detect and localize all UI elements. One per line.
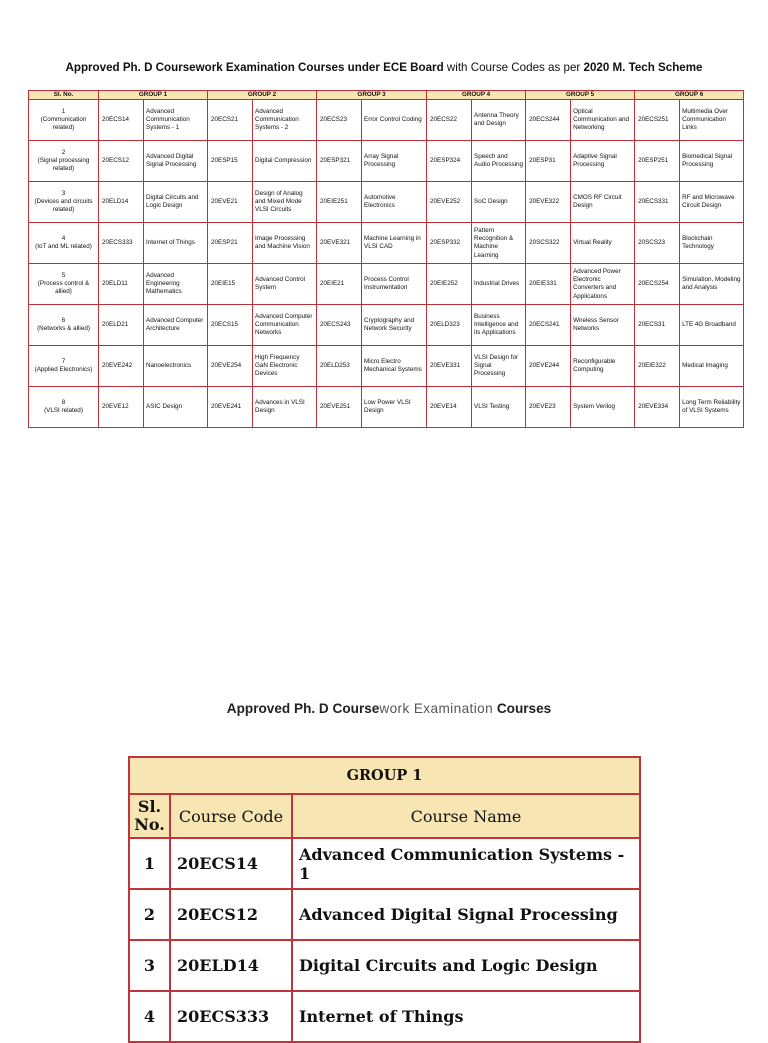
course-name-cell: System Verilog — [571, 387, 635, 428]
course-name-cell: Advanced Power Electronic Converters and Applications — [571, 264, 635, 305]
sl-no-cell: 3 (Devices and circuits related) — [29, 182, 99, 223]
sl-no-cell: 7 (Applied Electronics) — [29, 346, 99, 387]
course-name-cell: Biomedical Signal Processing — [680, 141, 744, 182]
course-name-cell: Multimedia Over Communication Links — [680, 100, 744, 141]
courses-table-header — [29, 91, 744, 100]
course-name-cell: Reconfigurable Computing — [571, 346, 635, 387]
course-code-cell: 20ESP21 — [208, 223, 253, 264]
course-name-cell: Design of Analog and Mixed Mode VLSI Circuits — [253, 182, 317, 223]
course-code-cell: 20EVE321 — [317, 223, 362, 264]
course-name-cell: Wireless Sensor Networks — [571, 305, 635, 346]
course-name-cell: High Frequency GaN Electronic Devices — [253, 346, 317, 387]
course-code-cell: 20ECS243 — [317, 305, 362, 346]
page-title — [0, 61, 768, 74]
course-name-cell: Advanced Computer Communication Networks — [253, 305, 317, 346]
course-code-cell: 20EVE21 — [208, 182, 253, 223]
course-code-cell: 20EVE244 — [526, 346, 571, 387]
course-code-cell: 20ECS14 — [170, 838, 292, 889]
course-name-cell: Medical Imaging — [680, 346, 744, 387]
course-code-cell: 20EVE251 — [317, 387, 362, 428]
table-row — [29, 264, 744, 305]
course-name-cell: Industrial Drives — [472, 264, 526, 305]
course-code-cell: 20ELD14 — [99, 182, 144, 223]
course-name-cell: LTE 4G Broadband — [680, 305, 744, 346]
course-name-cell: Automotive Electronics — [362, 182, 427, 223]
group-1-header-row — [129, 794, 640, 838]
course-name-cell: Long Term Reliability of VLSI Systems — [680, 387, 744, 428]
table-row — [29, 346, 744, 387]
group-1-header-sl: Sl. No. — [129, 794, 170, 838]
table-row — [129, 889, 640, 940]
course-name-cell: Adaptive Signal Processing — [571, 141, 635, 182]
course-name-cell: Advances in VLSI Design — [253, 387, 317, 428]
table-row — [29, 141, 744, 182]
course-name-cell: Speech and Audio Processing — [472, 141, 526, 182]
course-code-cell: 20ESP324 — [427, 141, 472, 182]
course-name-cell: Nanoelectronics — [144, 346, 208, 387]
sl-no-cell: 2 (Signal processing related) — [29, 141, 99, 182]
course-name-cell: VLSI Design for Signal Processing — [472, 346, 526, 387]
course-name-cell: Process Control Instrumentation — [362, 264, 427, 305]
course-name-cell: Advanced Communication Systems - 1 — [292, 838, 640, 889]
group-1-table — [128, 756, 641, 1043]
course-code-cell: 20EVE254 — [208, 346, 253, 387]
table-row — [29, 182, 744, 223]
course-code-cell: 20ESP251 — [635, 141, 680, 182]
group-section-title — [0, 701, 768, 716]
course-name-cell: Advanced Communication Systems - 2 — [253, 100, 317, 141]
course-code-cell: 20EVE23 — [526, 387, 571, 428]
sl-no-cell: 4 — [129, 991, 170, 1042]
course-code-cell: 20EVE252 — [427, 182, 472, 223]
group-section-title-part3: Courses — [493, 701, 552, 716]
course-code-cell: 20EIE21 — [317, 264, 362, 305]
sl-no-cell: 2 — [129, 889, 170, 940]
course-code-cell: 20ELD11 — [99, 264, 144, 305]
course-name-cell: VLSI Testing — [472, 387, 526, 428]
course-name-cell: Micro Electro Mechanical Systems — [362, 346, 427, 387]
course-name-cell: Blockchain Technology — [680, 223, 744, 264]
course-code-cell: 20ECS23 — [317, 100, 362, 141]
course-name-cell: Machine Learning in VLSI CAD — [362, 223, 427, 264]
course-code-cell: 20SCS23 — [635, 223, 680, 264]
sl-no-cell: 4 (IoT and ML related) — [29, 223, 99, 264]
sl-no-cell: 3 — [129, 940, 170, 991]
course-name-cell: Internet of Things — [292, 991, 640, 1042]
course-name-cell: Business Intelligence and its Applications — [472, 305, 526, 346]
course-code-cell: 20ELD14 — [170, 940, 292, 991]
course-code-cell: 20EIE251 — [317, 182, 362, 223]
course-code-cell: 20EVE12 — [99, 387, 144, 428]
course-name-cell: Advanced Communication Systems - 1 — [144, 100, 208, 141]
sl-no-cell: 6 (Networks & allied) — [29, 305, 99, 346]
course-name-cell: Digital Circuits and Logic Design — [292, 940, 640, 991]
course-code-cell: 20ECS244 — [526, 100, 571, 141]
course-name-cell: Low Power VLSI Design — [362, 387, 427, 428]
course-name-cell: ASIC Design — [144, 387, 208, 428]
course-name-cell: Internet of Things — [144, 223, 208, 264]
course-code-cell: 20EVE322 — [526, 182, 571, 223]
table-row — [129, 940, 640, 991]
course-name-cell: Advanced Digital Signal Processing — [144, 141, 208, 182]
course-code-cell: 20ELD253 — [317, 346, 362, 387]
course-code-cell: 20ECS331 — [635, 182, 680, 223]
header-group-5: GROUP 5 — [526, 91, 635, 100]
table-row — [29, 387, 744, 428]
course-name-cell: Advanced Control System — [253, 264, 317, 305]
table-row — [29, 223, 744, 264]
course-code-cell: 20ESP15 — [208, 141, 253, 182]
course-code-cell: 20EIE331 — [526, 264, 571, 305]
course-code-cell: 20ECS254 — [635, 264, 680, 305]
course-name-cell: Digital Circuits and Logic Design — [144, 182, 208, 223]
header-group-6: GROUP 6 — [635, 91, 744, 100]
course-name-cell: CMOS RF Circuit Design — [571, 182, 635, 223]
course-name-cell: Digital Compression — [253, 141, 317, 182]
course-code-cell: 20ECS12 — [170, 889, 292, 940]
course-name-cell: Error Control Coding — [362, 100, 427, 141]
course-code-cell: 20ECS333 — [170, 991, 292, 1042]
sl-no-cell: 5 (Process control & allied) — [29, 264, 99, 305]
page-title-middle: with Course Codes as per — [443, 61, 584, 74]
course-code-cell: 20SCS322 — [526, 223, 571, 264]
course-code-cell: 20ECS21 — [208, 100, 253, 141]
course-code-cell: 20EVE241 — [208, 387, 253, 428]
course-name-cell: Image Processing and Machine Vision — [253, 223, 317, 264]
header-group-2: GROUP 2 — [208, 91, 317, 100]
course-code-cell: 20EIE15 — [208, 264, 253, 305]
course-name-cell: Cryptography and Network Security — [362, 305, 427, 346]
course-code-cell: 20ESP332 — [427, 223, 472, 264]
page-title-scheme: 2020 M. Tech Scheme — [583, 61, 703, 74]
header-sl-no: Sl. No. — [29, 91, 99, 100]
table-row — [129, 838, 640, 889]
course-code-cell: 20ELD21 — [99, 305, 144, 346]
sl-no-cell: 1 (Communication related) — [29, 100, 99, 141]
course-code-cell: 20ECS251 — [635, 100, 680, 141]
course-code-cell: 20ESP31 — [526, 141, 571, 182]
sl-no-cell: 1 — [129, 838, 170, 889]
group-section-title-part2: work Examination — [379, 701, 494, 716]
course-name-cell: RF and Microwave Circuit Design — [680, 182, 744, 223]
course-code-cell: 20EVE331 — [427, 346, 472, 387]
course-code-cell: 20EIE252 — [427, 264, 472, 305]
course-code-cell: 20EVE334 — [635, 387, 680, 428]
course-name-cell: Advanced Digital Signal Processing — [292, 889, 640, 940]
course-code-cell: 20ECS14 — [99, 100, 144, 141]
course-code-cell: 20ECS15 — [208, 305, 253, 346]
courses-table — [28, 90, 744, 428]
table-row — [29, 305, 744, 346]
course-code-cell: 20EIE322 — [635, 346, 680, 387]
course-name-cell: Simulation, Modeling and Analysis — [680, 264, 744, 305]
course-name-cell: Virtual Reality — [571, 223, 635, 264]
course-name-cell: Advanced Computer Architecture — [144, 305, 208, 346]
header-group-1: GROUP 1 — [99, 91, 208, 100]
course-code-cell: 20ECS12 — [99, 141, 144, 182]
course-code-cell: 20ECS22 — [427, 100, 472, 141]
table-row — [129, 991, 640, 1042]
course-code-cell: 20ECS241 — [526, 305, 571, 346]
course-name-cell: Pattern Recognition & Machine Learning — [472, 223, 526, 264]
course-code-cell: 20EVE14 — [427, 387, 472, 428]
course-code-cell: 20EVE242 — [99, 346, 144, 387]
group-1-header-code: Course Code — [170, 794, 292, 838]
course-name-cell: Array Signal Processing — [362, 141, 427, 182]
course-name-cell: Antenna Theory and Design — [472, 100, 526, 141]
group-section-title-part1: Approved Ph. D Course — [226, 701, 380, 716]
sl-no-cell: 8 (VLSI related) — [29, 387, 99, 428]
course-name-cell: Optical Communication and Networking — [571, 100, 635, 141]
table-row — [29, 100, 744, 141]
course-code-cell: 20ECS333 — [99, 223, 144, 264]
course-code-cell: 20ESP321 — [317, 141, 362, 182]
course-name-cell: Advanced Engineering Mathematics — [144, 264, 208, 305]
group-1-header-name: Course Name — [292, 794, 640, 838]
group-1-title: GROUP 1 — [129, 757, 640, 794]
page-title-bold: Approved Ph. D Coursework Examination Courses under ECE Board — [65, 61, 444, 74]
header-group-4: GROUP 4 — [427, 91, 526, 100]
course-name-cell: SoC Design — [472, 182, 526, 223]
header-group-3: GROUP 3 — [317, 91, 427, 100]
course-code-cell: 20ELD323 — [427, 305, 472, 346]
course-code-cell: 20ECS31 — [635, 305, 680, 346]
